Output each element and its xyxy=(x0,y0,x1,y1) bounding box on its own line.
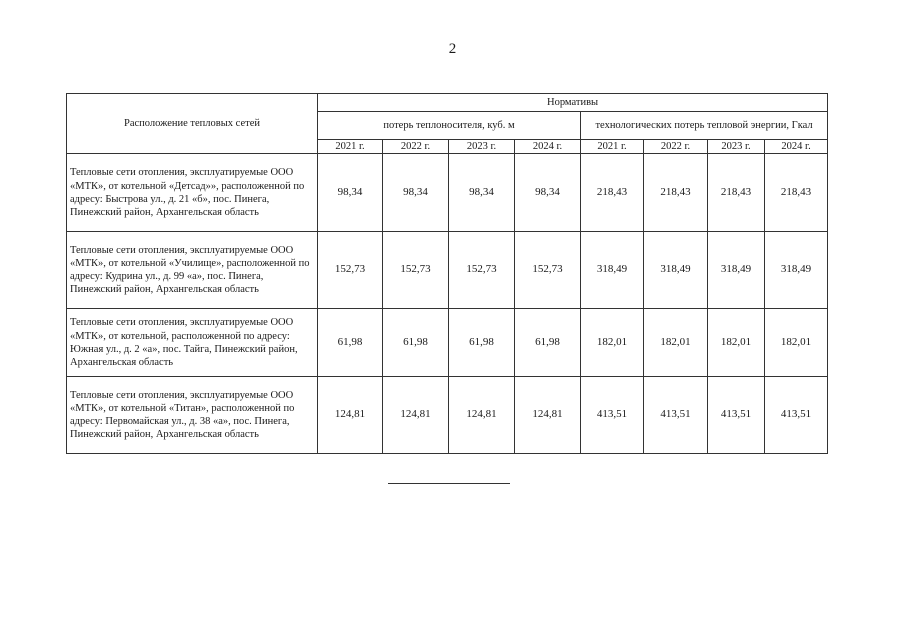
value-cell: 98,34 xyxy=(383,154,449,232)
year-header: 2024 г. xyxy=(515,140,581,154)
page-number: 2 xyxy=(448,41,457,57)
table-row xyxy=(67,232,828,309)
year-header: 2021 г. xyxy=(581,140,644,154)
value-cell: 182,01 xyxy=(581,309,644,377)
value-cell: 98,34 xyxy=(449,154,515,232)
value-cell: 218,43 xyxy=(708,154,765,232)
value-cell: 152,73 xyxy=(318,232,383,309)
value-cell: 413,51 xyxy=(581,377,644,454)
value-cell: 413,51 xyxy=(765,377,828,454)
year-header: 2022 г. xyxy=(644,140,708,154)
value-cell: 124,81 xyxy=(449,377,515,454)
value-cell: 318,49 xyxy=(765,232,828,309)
year-header: 2021 г. xyxy=(318,140,383,154)
table-row xyxy=(67,377,828,454)
closing-divider-line xyxy=(388,483,510,484)
value-cell: 218,43 xyxy=(765,154,828,232)
heat-energy-losses-header: технологических потерь тепловой энергии, Гкал xyxy=(581,112,828,140)
table-row xyxy=(67,154,828,232)
value-cell: 318,49 xyxy=(644,232,708,309)
year-header: 2022 г. xyxy=(383,140,449,154)
location-cell: Тепловые сети отопления, эксплуатируемые ООО «МТК», от котельной «Детсад»», расположенной по адресу: Быстрова ул., д. 21 «б», пос. Пинега, Пинежский район, Архангельская область xyxy=(67,154,318,232)
coolant-losses-header: потерь теплоносителя, куб. м xyxy=(318,112,581,140)
value-cell: 152,73 xyxy=(515,232,581,309)
year-header: 2023 г. xyxy=(708,140,765,154)
value-cell: 152,73 xyxy=(383,232,449,309)
value-cell: 98,34 xyxy=(318,154,383,232)
location-cell: Тепловые сети отопления, эксплуатируемые ООО «МТК», от котельной, расположенной по адресу: Южная ул., д. 2 «а», пос. Тайга, Пинежский район, Архангельская область xyxy=(67,309,318,377)
table-row xyxy=(67,309,828,377)
value-cell: 318,49 xyxy=(708,232,765,309)
location-cell: Тепловые сети отопления, эксплуатируемые ООО «МТК», от котельной «Титан», расположенной по адресу: Первомайская ул., д. 38 «а», пос. Пинега, Пинежский район, Архангельская область xyxy=(67,377,318,454)
value-cell: 124,81 xyxy=(515,377,581,454)
table-header xyxy=(67,94,828,154)
value-cell: 61,98 xyxy=(383,309,449,377)
location-column-header: Расположение тепловых сетей xyxy=(67,94,318,154)
value-cell: 413,51 xyxy=(644,377,708,454)
value-cell: 182,01 xyxy=(765,309,828,377)
value-cell: 218,43 xyxy=(581,154,644,232)
value-cell: 182,01 xyxy=(644,309,708,377)
value-cell: 61,98 xyxy=(318,309,383,377)
location-cell: Тепловые сети отопления, эксплуатируемые ООО «МТК», от котельной «Училище», расположенной по адресу: Кудрина ул., д. 99 «а», пос. Пинега, Пинежский район, Архангельская область xyxy=(67,232,318,309)
value-cell: 61,98 xyxy=(515,309,581,377)
value-cell: 182,01 xyxy=(708,309,765,377)
year-header: 2023 г. xyxy=(449,140,515,154)
value-cell: 124,81 xyxy=(318,377,383,454)
value-cell: 124,81 xyxy=(383,377,449,454)
year-header: 2024 г. xyxy=(765,140,828,154)
value-cell: 318,49 xyxy=(581,232,644,309)
value-cell: 218,43 xyxy=(644,154,708,232)
value-cell: 152,73 xyxy=(449,232,515,309)
norms-table xyxy=(66,93,828,454)
value-cell: 98,34 xyxy=(515,154,581,232)
value-cell: 413,51 xyxy=(708,377,765,454)
norms-group-header: Нормативы xyxy=(318,94,828,112)
value-cell: 61,98 xyxy=(449,309,515,377)
